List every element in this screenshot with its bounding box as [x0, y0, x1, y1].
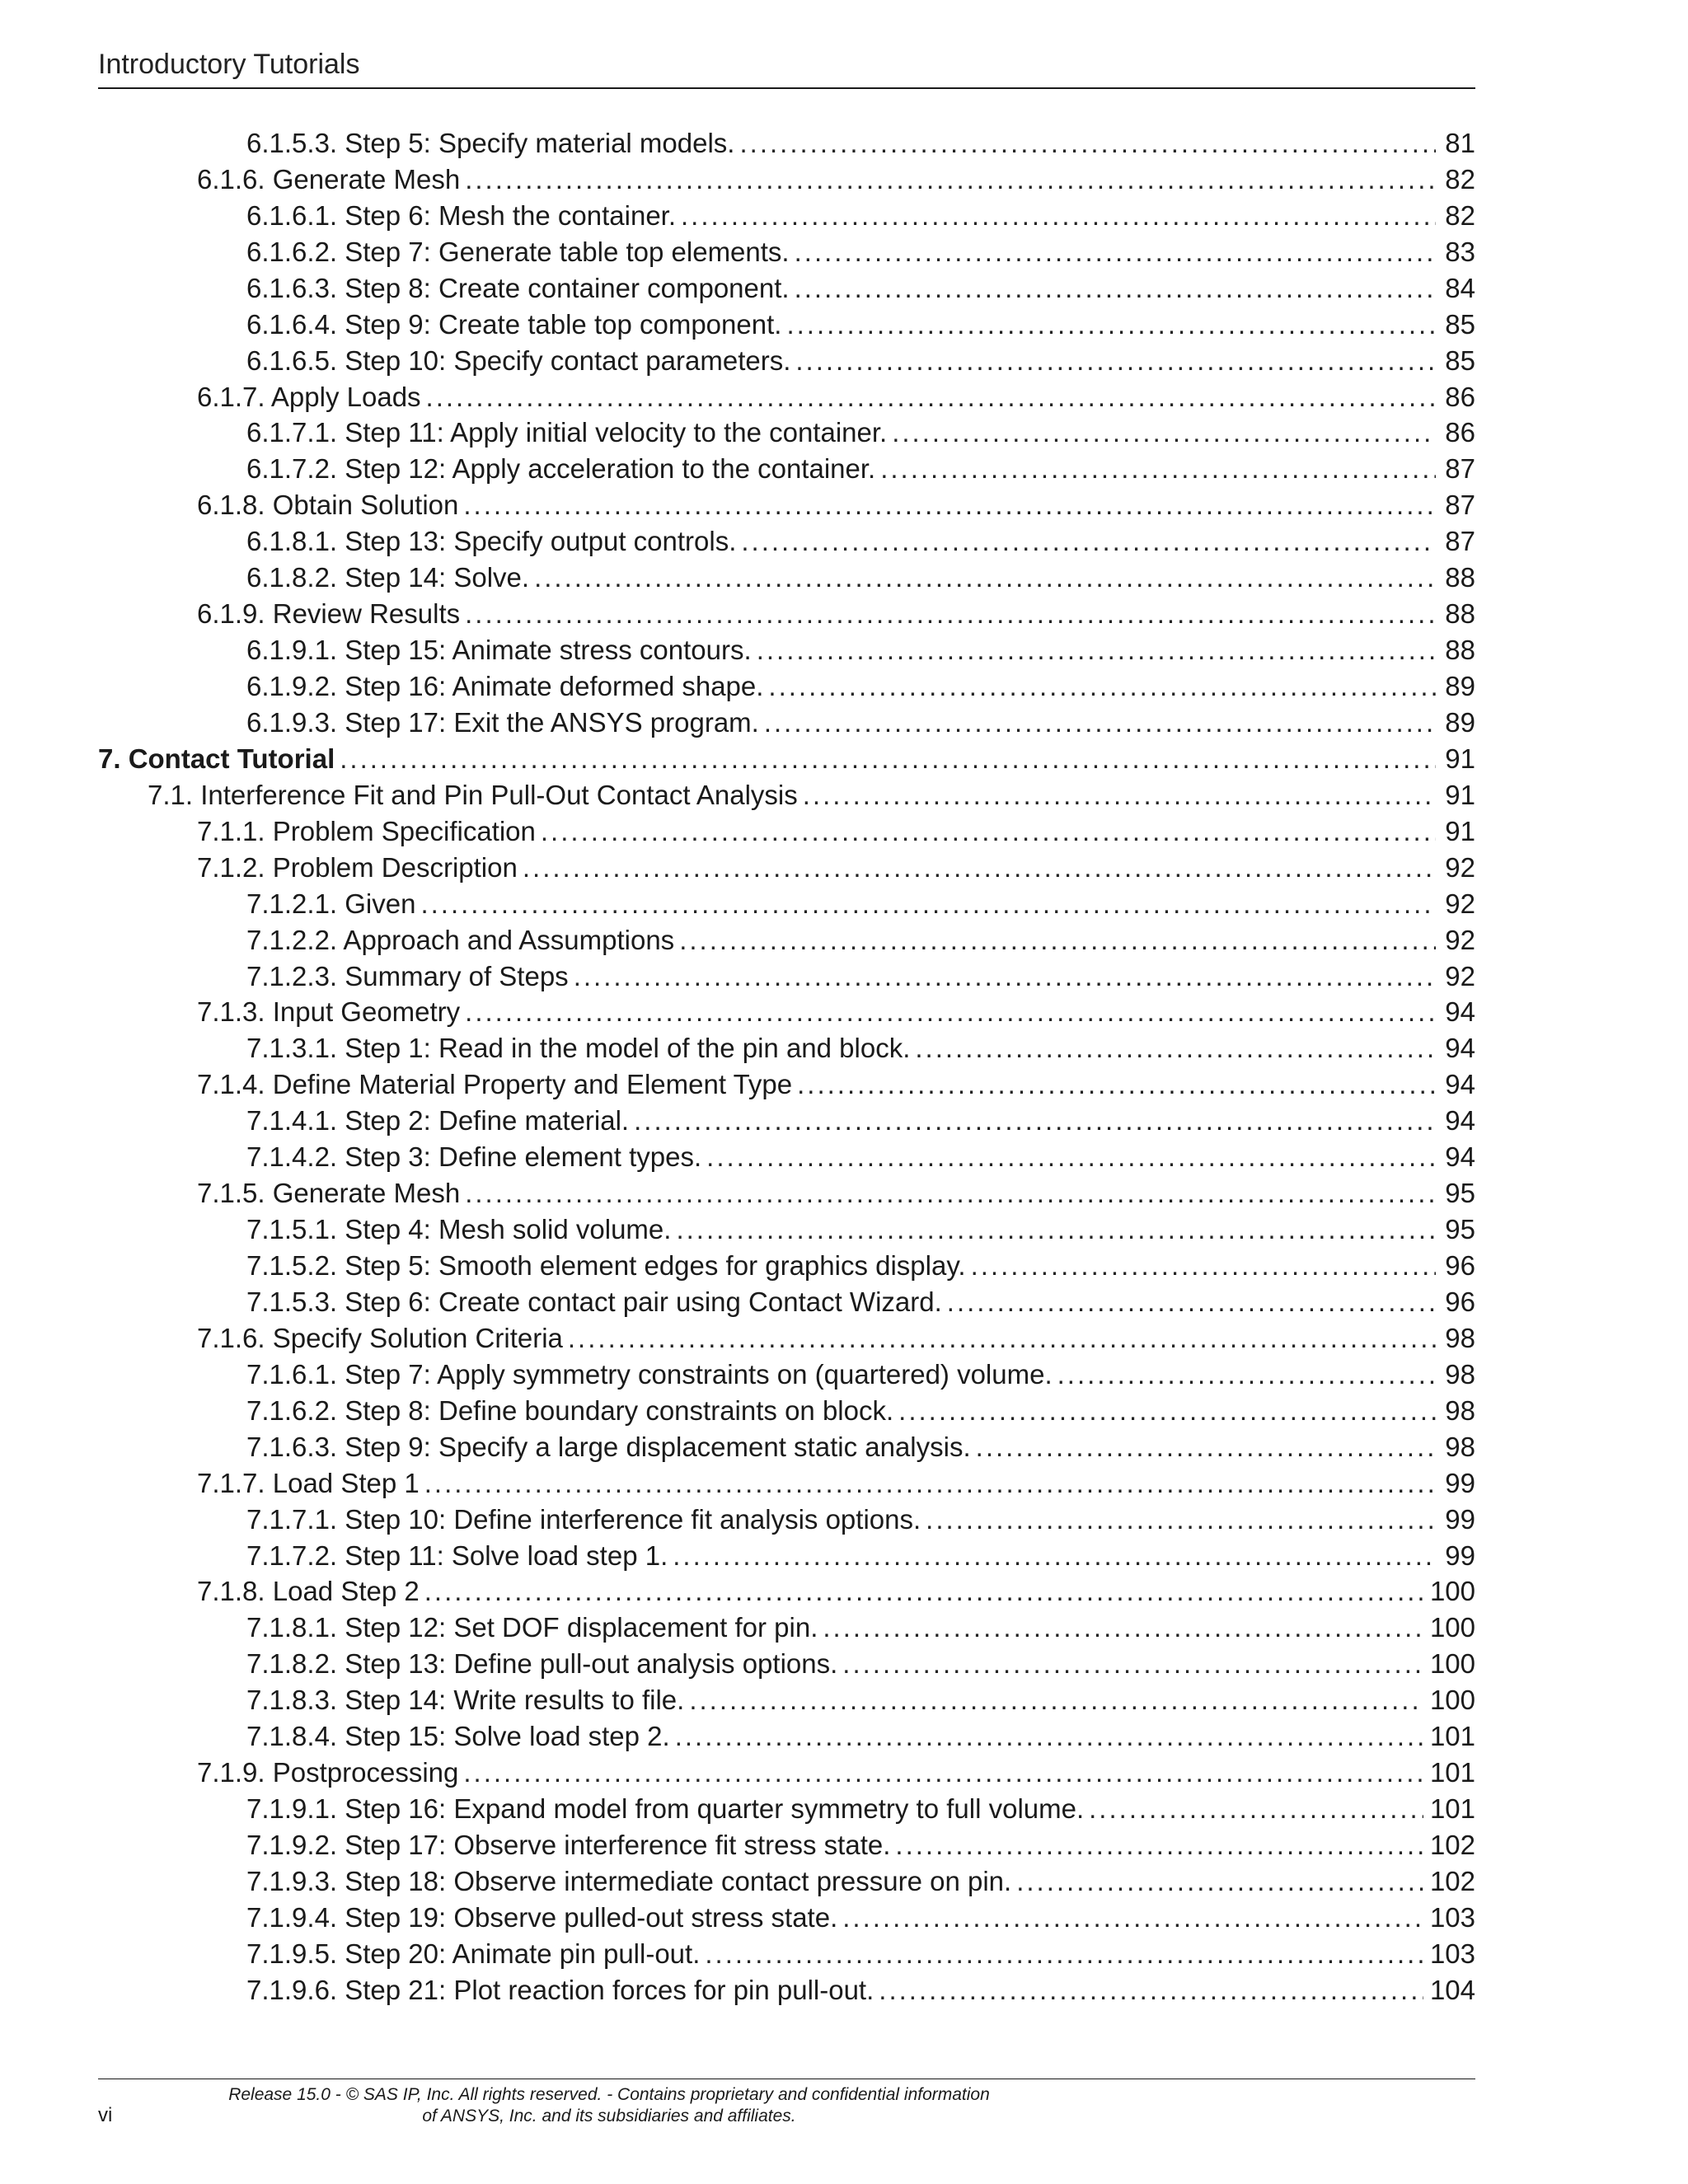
toc-entry[interactable]	[98, 1210, 1475, 1246]
toc-entry-title: 7.1.9. Postprocessing	[197, 1757, 459, 1788]
toc-entry[interactable]	[98, 449, 1475, 485]
toc-entry-title: 6.1.7.1. Step 11: Apply initial velocity to the container.	[246, 417, 888, 448]
toc-entry-page-number: 92	[1445, 851, 1475, 883]
toc-entry-title: 7. Contact Tutorial	[98, 743, 335, 774]
toc-entry-title: 7.1.7.1. Step 10: Define interference fit analysis options.	[246, 1503, 921, 1535]
toc-entry-page-number: 91	[1445, 815, 1475, 846]
toc-entry[interactable]	[98, 630, 1475, 667]
toc-dot-leader	[947, 1286, 1436, 1319]
toc-entry[interactable]	[98, 1680, 1475, 1717]
toc-dot-leader	[634, 1104, 1436, 1137]
toc-entry[interactable]	[98, 1536, 1475, 1572]
toc-dot-leader	[795, 344, 1436, 377]
toc-entry-page-number: 94	[1445, 1141, 1475, 1173]
toc-entry-title: 6.1.6.1. Step 6: Mesh the container.	[246, 199, 677, 231]
toc-entry[interactable]	[98, 1753, 1475, 1789]
toc-dot-leader	[465, 1177, 1436, 1210]
toc-dot-leader	[786, 308, 1436, 341]
footer-page-number: vi	[98, 2104, 113, 2126]
toc-dot-leader	[842, 1901, 1423, 1934]
page-header	[98, 46, 1475, 89]
toc-entry-title: 6.1.9.1. Step 15: Animate stress contours.	[246, 635, 752, 666]
toc-entry-page-number: 103	[1429, 1901, 1475, 1933]
toc-dot-leader	[971, 1249, 1436, 1282]
toc-entry-page-number: 91	[1445, 743, 1475, 774]
toc-entry[interactable]	[98, 1789, 1475, 1825]
toc-entry-title: 7.1.8.2. Step 13: Define pull-out analysis options.	[246, 1648, 838, 1680]
toc-entry-title: 7.1.6. Specify Solution Criteria	[197, 1322, 563, 1353]
toc-entry-title: 7.1.8.3. Step 14: Write results to file.	[246, 1685, 685, 1716]
toc-entry-page-number: 83	[1445, 236, 1475, 267]
toc-entry-title: 7.1.5.2. Step 5: Smooth element edges for graphics display.	[246, 1250, 966, 1281]
toc-entry-title: 7.1.8.4. Step 15: Solve load step 2.	[246, 1721, 670, 1752]
toc-entry[interactable]	[98, 739, 1475, 776]
toc-entry[interactable]	[98, 377, 1475, 414]
toc-entry-page-number: 104	[1429, 1974, 1475, 2005]
toc-entry-page-number: 87	[1445, 490, 1475, 521]
toc-entry-page-number: 101	[1429, 1757, 1475, 1788]
toc-entry-title: 7.1.6.2. Step 8: Define boundary constraints on block.	[246, 1394, 894, 1426]
toc-entry[interactable]	[98, 160, 1475, 196]
toc-entry-title: 7.1.1. Problem Specification	[197, 815, 536, 846]
toc-entry[interactable]	[98, 1825, 1475, 1862]
toc-entry[interactable]	[98, 1427, 1475, 1464]
toc-dot-leader	[739, 127, 1436, 160]
toc-entry-page-number: 101	[1429, 1721, 1475, 1752]
toc-entry-title: 7.1.6.3. Step 9: Specify a large displacement static analysis.	[246, 1431, 971, 1462]
toc-dot-leader	[465, 598, 1436, 630]
toc-dot-leader	[898, 1394, 1436, 1427]
toc-dot-leader	[892, 416, 1436, 449]
toc-dot-leader	[764, 706, 1436, 739]
toc-entry-title: 6.1.5.3. Step 5: Specify material models.	[246, 127, 735, 158]
toc-entry-page-number: 94	[1445, 996, 1475, 1028]
toc-entry[interactable]	[98, 1355, 1475, 1391]
toc-entry-title: 7.1.7.2. Step 11: Solve load step 1.	[246, 1540, 668, 1571]
toc-dot-leader	[424, 1575, 1423, 1608]
toc-dot-leader	[340, 743, 1436, 776]
toc-dot-leader	[463, 1756, 1423, 1789]
toc-entry[interactable]	[98, 1464, 1475, 1500]
toc-entry-title: 7.1.3. Input Geometry	[197, 996, 461, 1028]
toc-entry[interactable]	[98, 1717, 1475, 1753]
toc-entry[interactable]	[98, 522, 1475, 558]
toc-entry-page-number: 87	[1445, 526, 1475, 557]
toc-dot-leader	[976, 1431, 1436, 1464]
toc-entry-page-number: 91	[1445, 779, 1475, 810]
toc-entry[interactable]	[98, 1391, 1475, 1427]
toc-entry[interactable]	[98, 269, 1475, 305]
toc-dot-leader	[706, 1141, 1436, 1174]
toc-dot-leader	[757, 634, 1436, 667]
toc-entry-title: 7.1.2.1. Given	[246, 888, 416, 919]
toc-dot-leader	[676, 1213, 1436, 1246]
toc-entry-page-number: 85	[1445, 308, 1475, 340]
toc-entry-page-number: 89	[1445, 671, 1475, 701]
toc-dot-leader	[741, 525, 1436, 558]
toc-entry[interactable]	[98, 1282, 1475, 1319]
toc-entry-title: 7.1.9.4. Step 19: Observe pulled-out stress state.	[246, 1901, 838, 1933]
toc-entry-title: 6.1.6.4. Step 9: Create table top component.	[246, 308, 782, 340]
toc-entry-page-number: 86	[1445, 381, 1475, 412]
table-of-contents	[98, 124, 1475, 2007]
toc-dot-leader	[797, 1068, 1436, 1101]
toc-entry-page-number: 87	[1445, 453, 1475, 485]
toc-entry[interactable]	[98, 1065, 1475, 1101]
toc-entry-page-number: 85	[1445, 344, 1475, 376]
toc-dot-leader	[823, 1611, 1423, 1644]
toc-entry-title: 7.1.5. Generate Mesh	[197, 1178, 461, 1209]
toc-dot-leader	[895, 1829, 1423, 1862]
toc-entry[interactable]	[98, 558, 1475, 594]
toc-entry[interactable]	[98, 1246, 1475, 1282]
toc-dot-leader	[768, 670, 1436, 703]
toc-entry-title: 7.1.4.2. Step 3: Define element types.	[246, 1141, 702, 1173]
toc-entry[interactable]	[98, 1319, 1475, 1355]
toc-entry[interactable]	[98, 1029, 1475, 1065]
toc-entry[interactable]	[98, 305, 1475, 341]
toc-entry[interactable]	[98, 1862, 1475, 1898]
toc-entry[interactable]	[98, 341, 1475, 377]
toc-entry-page-number: 92	[1445, 888, 1475, 919]
toc-entry-page-number: 99	[1445, 1467, 1475, 1498]
toc-entry-title: 7.1.6.1. Step 7: Apply symmetry constraints on (quartered) volume.	[246, 1358, 1053, 1390]
toc-entry-title: 7.1.8.1. Step 12: Set DOF displacement for pin.	[246, 1612, 818, 1643]
toc-dot-leader	[681, 199, 1436, 232]
toc-dot-leader	[424, 1467, 1436, 1500]
toc-dot-leader	[1057, 1358, 1436, 1391]
toc-entry-page-number: 98	[1445, 1322, 1475, 1353]
toc-entry[interactable]	[98, 1608, 1475, 1644]
toc-entry-title: 6.1.9.3. Step 17: Exit the ANSYS program.	[246, 706, 759, 738]
toc-entry[interactable]	[98, 812, 1475, 848]
toc-dot-leader	[465, 996, 1436, 1029]
toc-entry-page-number: 92	[1445, 924, 1475, 955]
toc-dot-leader	[463, 489, 1436, 522]
toc-entry-title: 6.1.9.2. Step 16: Animate deformed shape.	[246, 671, 764, 701]
toc-entry-page-number: 96	[1445, 1286, 1475, 1317]
toc-entry[interactable]	[98, 1137, 1475, 1174]
toc-entry-page-number: 102	[1429, 1865, 1475, 1896]
toc-entry-title: 7.1.3.1. Step 1: Read in the model of the pin and block.	[246, 1033, 911, 1064]
toc-entry-page-number: 98	[1445, 1431, 1475, 1462]
toc-entry[interactable]	[98, 1174, 1475, 1210]
toc-dot-leader	[689, 1684, 1423, 1717]
toc-entry-title: 6.1.6.3. Step 8: Create container component.	[246, 272, 790, 303]
toc-entry[interactable]	[98, 884, 1475, 921]
toc-entry-page-number: 96	[1445, 1250, 1475, 1281]
toc-entry-page-number: 89	[1445, 706, 1475, 738]
toc-entry-page-number: 98	[1445, 1358, 1475, 1390]
toc-entry-title: 7.1.4. Define Material Property and Element Type	[197, 1069, 793, 1100]
toc-entry[interactable]	[98, 1572, 1475, 1609]
footer-copyright-notice	[98, 2084, 1120, 2127]
toc-entry[interactable]	[98, 1898, 1475, 1934]
toc-entry-title: 7.1.9.5. Step 20: Animate pin pull-out.	[246, 1938, 701, 1969]
toc-dot-leader	[915, 1032, 1436, 1065]
toc-entry-page-number: 88	[1445, 635, 1475, 666]
toc-entry[interactable]	[98, 776, 1475, 812]
toc-entry-page-number: 88	[1445, 598, 1475, 630]
toc-entry[interactable]	[98, 848, 1475, 884]
toc-dot-leader	[803, 779, 1436, 812]
toc-entry[interactable]	[98, 957, 1475, 993]
toc-entry-title: 7.1.2. Problem Description	[197, 851, 518, 883]
toc-dot-leader	[574, 960, 1436, 993]
toc-entry-title: 6.1.8.2. Step 14: Solve.	[246, 562, 530, 593]
toc-entry-title: 6.1.7. Apply Loads	[197, 381, 421, 412]
toc-entry-title: 7.1.5.3. Step 6: Create contact pair using Contact Wizard.	[246, 1286, 942, 1317]
toc-entry-page-number: 103	[1429, 1938, 1475, 1969]
toc-entry-page-number: 81	[1445, 127, 1475, 158]
toc-dot-leader	[673, 1540, 1436, 1572]
toc-entry-page-number: 94	[1445, 1069, 1475, 1100]
toc-entry[interactable]	[98, 703, 1475, 739]
toc-entry[interactable]	[98, 1500, 1475, 1536]
toc-entry[interactable]	[98, 414, 1475, 450]
toc-entry[interactable]	[98, 921, 1475, 957]
toc-entry-title: 7.1.7. Load Step 1	[197, 1467, 420, 1498]
toc-entry-page-number: 88	[1445, 562, 1475, 593]
toc-entry-page-number: 94	[1445, 1105, 1475, 1137]
toc-entry-title: 6.1.9. Review Results	[197, 598, 461, 630]
toc-dot-leader	[426, 381, 1436, 414]
toc-entry-title: 7.1.5.1. Step 4: Mesh solid volume.	[246, 1214, 672, 1245]
toc-entry-title: 6.1.6.2. Step 7: Generate table top elements.	[246, 236, 790, 267]
header-title: Introductory Tutorials	[98, 49, 360, 80]
toc-entry[interactable]	[98, 993, 1475, 1029]
toc-entry-title: 7.1.9.3. Step 18: Observe intermediate contact pressure on pin.	[246, 1865, 1012, 1896]
toc-entry[interactable]	[98, 1101, 1475, 1137]
toc-dot-leader	[926, 1503, 1436, 1536]
toc-entry-title: 6.1.8. Obtain Solution	[197, 490, 459, 521]
toc-dot-leader	[679, 924, 1436, 957]
toc-entry-page-number: 99	[1445, 1540, 1475, 1571]
toc-entry-title: 6.1.6. Generate Mesh	[197, 163, 461, 194]
toc-entry-page-number: 100	[1429, 1685, 1475, 1716]
toc-dot-leader	[842, 1647, 1423, 1680]
toc-dot-leader	[568, 1322, 1436, 1355]
toc-dot-leader	[705, 1938, 1423, 1971]
toc-entry-title: 7.1.9.2. Step 17: Observe interference fit stress state.	[246, 1830, 891, 1860]
toc-entry-page-number: 98	[1445, 1394, 1475, 1426]
toc-dot-leader	[675, 1720, 1423, 1753]
toc-entry-page-number: 94	[1445, 1033, 1475, 1064]
toc-entry-page-number: 100	[1429, 1648, 1475, 1680]
toc-dot-leader	[795, 236, 1436, 269]
toc-entry[interactable]	[98, 1934, 1475, 1971]
toc-entry[interactable]	[98, 196, 1475, 232]
toc-dot-leader	[541, 815, 1436, 848]
toc-entry-page-number: 82	[1445, 199, 1475, 231]
toc-dot-leader	[1016, 1865, 1423, 1898]
toc-entry[interactable]	[98, 594, 1475, 630]
toc-entry-page-number: 86	[1445, 417, 1475, 448]
toc-entry-page-number: 82	[1445, 163, 1475, 194]
toc-entry-page-number: 101	[1429, 1793, 1475, 1825]
toc-entry-title: 7.1.2.3. Summary of Steps	[246, 960, 569, 991]
toc-entry[interactable]	[98, 667, 1475, 703]
toc-entry[interactable]	[98, 1971, 1475, 2007]
toc-entry-page-number: 99	[1445, 1503, 1475, 1535]
toc-entry-title: 6.1.7.2. Step 12: Apply acceleration to the container.	[246, 453, 876, 485]
toc-entry-title: 7.1.4.1. Step 2: Define material.	[246, 1105, 630, 1137]
toc-entry[interactable]	[98, 1644, 1475, 1680]
toc-entry-page-number: 102	[1429, 1830, 1475, 1860]
toc-dot-leader	[465, 163, 1436, 196]
toc-entry[interactable]	[98, 232, 1475, 269]
toc-entry-title: 6.1.6.5. Step 10: Specify contact parameters.	[246, 344, 791, 376]
toc-entry-page-number: 84	[1445, 272, 1475, 303]
footer-notice-line-1: Release 15.0 - © SAS IP, Inc. All rights reserved. - Contains proprietary and confidential information	[228, 2085, 990, 2104]
toc-dot-leader	[880, 452, 1436, 485]
toc-entry-title: 7.1.8. Load Step 2	[197, 1576, 420, 1607]
toc-dot-leader	[534, 561, 1436, 594]
toc-entry-title: 7.1.2.2. Approach and Assumptions	[246, 924, 675, 955]
toc-dot-leader	[420, 888, 1436, 921]
toc-entry-title: 6.1.8.1. Step 13: Specify output controls.	[246, 526, 737, 557]
toc-entry-page-number: 100	[1429, 1612, 1475, 1643]
toc-entry[interactable]	[98, 124, 1475, 160]
toc-dot-leader	[1089, 1793, 1423, 1825]
toc-entry-page-number: 100	[1429, 1576, 1475, 1607]
toc-entry[interactable]	[98, 485, 1475, 522]
toc-entry-title: 7.1. Interference Fit and Pin Pull-Out Contact Analysis	[148, 779, 798, 810]
toc-dot-leader	[795, 272, 1436, 305]
toc-dot-leader	[879, 1974, 1423, 2007]
toc-entry-page-number: 92	[1445, 960, 1475, 991]
toc-entry-page-number: 95	[1445, 1214, 1475, 1245]
toc-dot-leader	[523, 851, 1436, 884]
footer-notice-line-2: of ANSYS, Inc. and its subsidiaries and affiliates.	[422, 2107, 796, 2125]
toc-entry-page-number: 95	[1445, 1178, 1475, 1209]
toc-entry-title: 7.1.9.1. Step 16: Expand model from quarter symmetry to full volume.	[246, 1793, 1085, 1825]
toc-entry-title: 7.1.9.6. Step 21: Plot reaction forces for pin pull-out.	[246, 1974, 874, 2005]
